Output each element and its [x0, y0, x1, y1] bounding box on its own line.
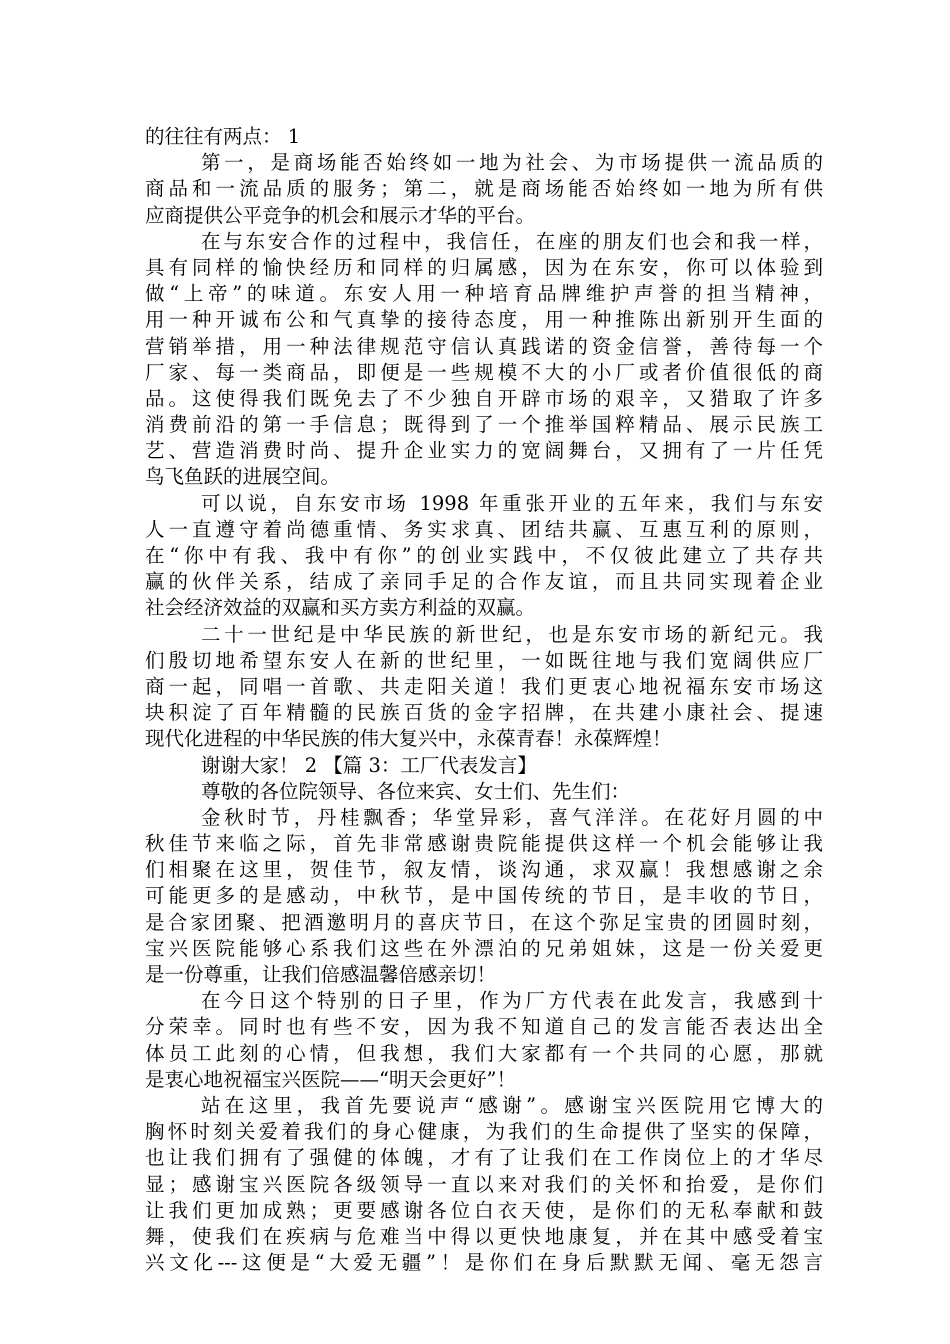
text-line: 显；感谢宝兴医院各级领导一直以来对我们的关怀和抬爱，是你们 [145, 1172, 823, 1196]
text-line: 消费前沿的第一手信息；既得到了一个推举国粹精品、展示民族工 [145, 413, 823, 437]
text-line: 赢的伙伴关系，结成了亲同手足的合作友谊，而且共同实现着企业 [145, 570, 823, 594]
text-line: 也让我们拥有了强健的体魄，才有了让我们在工作岗位上的才华尽 [145, 1146, 823, 1170]
text-line: 尊敬的各位院领导、各位来宾、女士们、先生们： [201, 779, 631, 803]
text-line: 们相聚在这里，贺佳节，叙友情，谈沟通，求双赢！我想感谢之余 [145, 858, 823, 882]
text-line: 用一种开诚布公和气真挚的接待态度，用一种推陈出新别开生面的 [145, 308, 823, 332]
text-line: 站在这里，我首先要说声“感谢”。感谢宝兴医院用它博大的 [201, 1093, 823, 1117]
text-line: 们殷切地希望东安人在新的世纪里，一如既往地与我们宽阔供应厂 [145, 648, 823, 672]
text-line: 在与东安合作的过程中，我信任，在座的朋友们也会和我一样， [201, 229, 823, 253]
text-line: 可以说，自东安市场 1998 年重张开业的五年来，我们与东安 [201, 491, 823, 515]
text-line: 艺、营造消费时尚、提升企业实力的宽阔舞台，又拥有了一片任凭 [145, 439, 823, 463]
text-line: 是一份尊重，让我们倍感温馨倍感亲切！ [145, 963, 497, 986]
text-line: 胸怀时刻关爱着我们的身心健康，为我们的生命提供了坚实的保障， [145, 1120, 823, 1144]
text-line: 的往往有两点： 1 [145, 125, 301, 148]
text-line: 第一，是商场能否始终如一地为社会、为市场提供一流品质的 [201, 151, 823, 175]
text-line: 可能更多的是感动，中秋节，是中国传统的节日，是丰收的节日， [145, 884, 823, 908]
text-line: 块积淀了百年精髓的民族百货的金字招牌，在共建小康社会、提速 [145, 701, 823, 725]
text-line: 二十一世纪是中华民族的新世纪，也是东安市场的新纪元。我 [201, 622, 823, 646]
text-line: 社会经济效益的双赢和买方卖方利益的双赢。 [145, 596, 536, 620]
text-line: 商一起，同唱一首歌、共走阳关道！我们更衷心地祝福东安市场这 [145, 674, 823, 698]
document-page [145, 124, 823, 1276]
text-line: 宝兴医院能够心系我们这些在外漂泊的兄弟姐妹，这是一份关爱更 [145, 936, 823, 960]
text-line: 营销举措，用一种法律规范守信认真践诺的资金信誉，善待每一个 [145, 334, 823, 358]
text-line: 品。这使得我们既免去了不少独自开辟市场的艰辛，又猎取了许多 [145, 386, 823, 410]
text-line: 体员工此刻的心情，但我想，我们大家都有一个共同的心愿，那就 [145, 1041, 823, 1065]
text-line: 兴文化---这便是“大爱无疆”！是你们在身后默默无闻、毫无怨言 [145, 1251, 823, 1275]
text-line: 应商提供公平竞争的机会和展示才华的平台。 [145, 203, 536, 227]
text-line: 是衷心地祝福宝兴医院——“明天会更好”！ [145, 1067, 516, 1091]
text-line: 让我们更加成熟；更要感谢各位白衣天使，是你们的无私奉献和鼓 [145, 1198, 823, 1222]
text-line: 金秋时节，丹桂飘香；华堂异彩，喜气洋洋。在花好月圆的中 [201, 805, 823, 829]
text-line: 在“你中有我、我中有你”的创业实践中，不仅彼此建立了共存共 [145, 544, 823, 567]
text-line: 是合家团聚、把酒邀明月的喜庆节日，在这个弥足宝贵的团圆时刻， [145, 910, 823, 934]
text-line: 秋佳节来临之际，首先非常感谢贵院能提供这样一个机会能够让我 [145, 832, 823, 856]
text-line: 现代化进程的中华民族的伟大复兴中，永葆青春！永葆辉煌！ [145, 727, 672, 751]
text-line: 分荣幸。同时也有些不安，因为我不知道自己的发言能否表达出全 [145, 1015, 823, 1039]
text-line: 在今日这个特别的日子里，作为厂方代表在此发言，我感到十 [201, 989, 823, 1013]
text-line: 鸟飞鱼跃的进展空间。 [145, 465, 341, 489]
text-line: 做“上帝”的味道。东安人用一种培育品牌维护声誉的担当精神， [145, 282, 823, 306]
text-line: 商品和一流品质的服务；第二，就是商场能否始终如一地为所有供 [145, 177, 823, 201]
text-line: 厂家、每一类商品，即便是一些规模不大的小厂或者价值很低的商 [145, 360, 823, 384]
text-line: 人一直遵守着尚德重情、务实求真、团结共赢、互惠互利的原则， [145, 517, 823, 541]
text-line: 具有同样的愉快经历和同样的归属感，因为在东安，你可以体验到 [145, 255, 823, 279]
text-line: 谢谢大家！ 2 【篇 3：工厂代表发言】 [201, 753, 537, 777]
text-line: 舞，使我们在疾病与危难当中得以更快地康复，并在其中感受着宝 [145, 1224, 823, 1248]
